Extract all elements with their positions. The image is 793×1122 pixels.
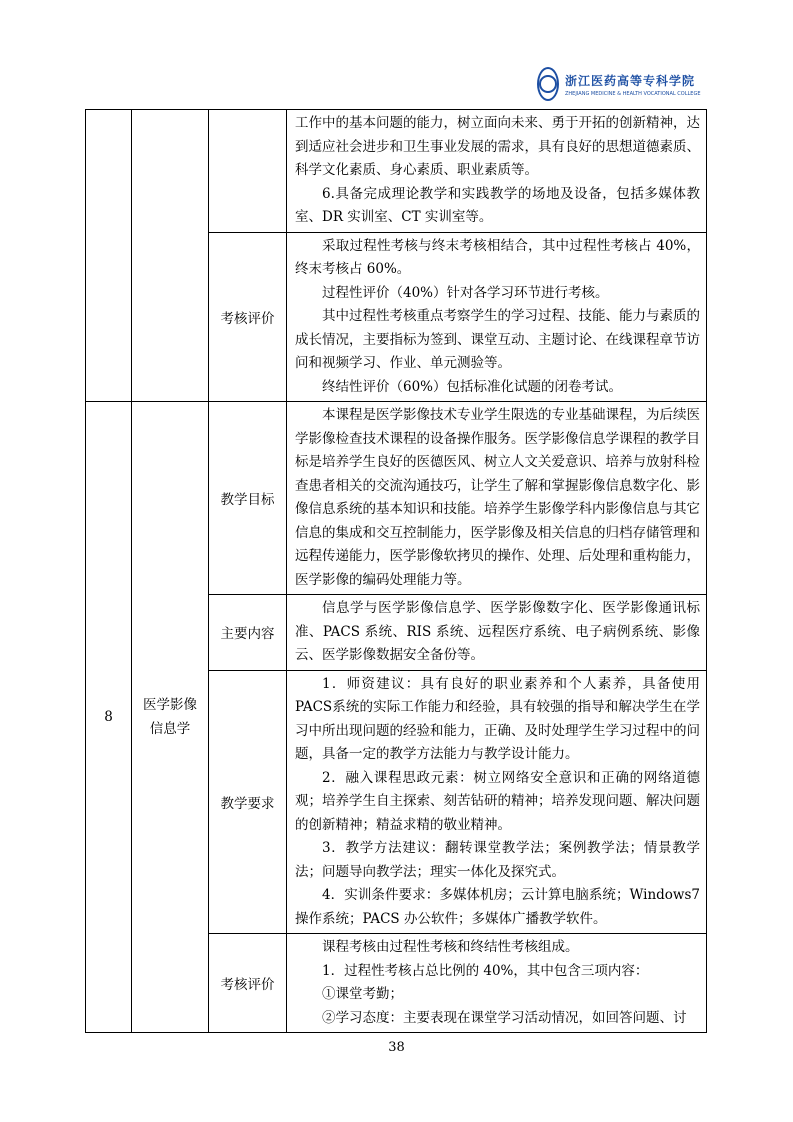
row-label: 考核评价 <box>209 232 287 402</box>
table-row <box>86 110 707 233</box>
goal-content: 本课程是医学影像技术专业学生限选的专业基础课程，为后续医学影像检查技术课程的设备操作服务。医学影像信息学课程的教学目标是培养学生良好的医德医风、树立人文关爱意识、培养与放射科检查患者相关的交流沟通技巧，让学生了解和掌握影像信息数字化、影像信息系统的基本知识和技能。培养学生影像学科内影像信息与其它信息的集成和交互控制能力，医学影像及相关信息的归档存储管理和远程传递能力，医学影像软拷贝的操作、处理、后处理和重构能力，医学影像的编码处理能力等。 <box>287 402 707 595</box>
course-number-cell <box>86 110 132 402</box>
page-number: 38 <box>388 1040 405 1055</box>
requirement-content: 1．师资建议：具有良好的职业素养和个人素养，具备使用PACS系统的实际工作能力和经验，具有较强的指导和解决学生在学习中所出现问题的经验和能力，正确、及时处理学生学习过程中的问题，具备一定的教学方法能力与教学设计能力。 2．融入课程思政元素：树立网络安全意识和正确的网络道德观；培养学生自主探索、刻苦钻研的精神；培养发现问题、解决问题的创新精神；精益求精的敬业精神。 3．教学方法建议：翻转课堂教学法；案例教学法；情景教学法；问题导向教学法；理实一体化及探究式。 4．实训条件要求：多媒体机房；云计算电脑系统；Windows7 操作系统；PACS 办公软件；多媒体广播教学软件。 <box>287 670 707 934</box>
evaluation-content: 采取过程性考核与终末考核相结合，其中过程性考核占 40%，终末考核占 60%。 过程性评价（40%）针对各学习环节进行考核。 其中过程性考核重点考察学生的学习过程、技能、能力与素质的成长情况，主要指标为签到、课堂互动、主题讨论、在线课程章节访问和视频学习、作业、单元测验等。 终结性评价（60%）包括标准化试题的闭卷考试。 <box>287 232 707 402</box>
row-label: 教学目标 <box>209 402 287 595</box>
evaluation-content: 课程考核由过程性考核和终结性考核组成。 1．过程性考核占总比例的 40%，其中包含三项内容： ①课堂考勤； ②学习态度：主要表现在课堂学习活动情况，如回答问题、讨 <box>287 934 707 1033</box>
course-number-cell: 8 <box>86 402 132 1033</box>
row-label: 主要内容 <box>209 595 287 671</box>
row-label: 考核评价 <box>209 934 287 1033</box>
row-label: 教学要求 <box>209 670 287 934</box>
logo-english-name: ZHEJIANG MEDICINE & HEALTH VOCATIONAL COLLEGE <box>565 90 701 97</box>
requirement-content: 工作中的基本问题的能力，树立面向未来、勇于开拓的创新精神，达到适应社会进步和卫生事业发展的需求，具有良好的思想道德素质、科学文化素质、身心素质、职业素质等。 6.具备完成理论教学和实践教学的场地及设备，包括多媒体教室、DR 实训室、CT 实训室等。 <box>287 110 707 233</box>
table-row <box>86 402 707 595</box>
row-label-empty <box>209 110 287 233</box>
logo-chinese-name: 浙江医药高等专科学院 <box>565 73 696 88</box>
course-name-cell: 医学影像信息学 <box>132 402 209 1033</box>
main-content: 信息学与医学影像信息学、医学影像数字化、医学影像通讯标准、PACS 系统、RIS 系统、远程医疗系统、电子病例系统、影像云、医学影像数据安全备份等。 <box>287 595 707 671</box>
college-logo <box>537 65 701 103</box>
college-seal-icon <box>537 67 559 101</box>
course-name-cell <box>132 110 209 402</box>
course-table <box>85 109 707 1033</box>
